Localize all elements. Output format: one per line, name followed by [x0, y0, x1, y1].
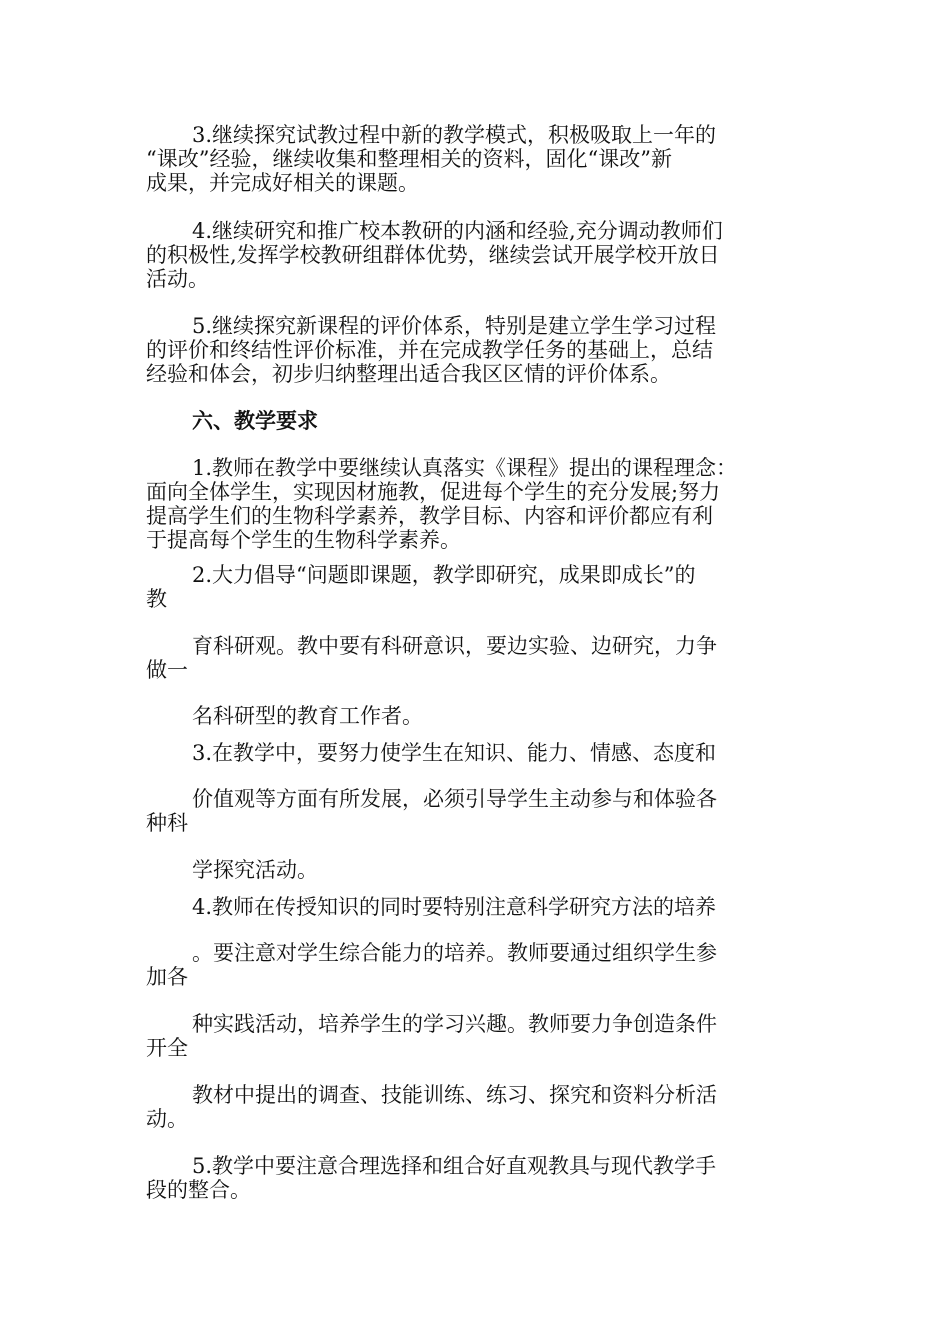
requirement-2	[146, 563, 796, 611]
requirement-3-cont	[146, 787, 796, 835]
requirement-3	[146, 741, 796, 765]
requirement-1	[146, 456, 796, 552]
paragraph-3	[146, 123, 796, 195]
text-line: 做一	[146, 658, 188, 682]
text-line: 开全	[146, 1036, 188, 1060]
text-line: 的评价和终结性评价标准，并在完成教学任务的基础上，总结	[146, 338, 713, 362]
text-line: 育科研观。教中要有科研意识，要边实验、边研究，力争	[192, 634, 717, 658]
requirement-4-cont2	[146, 1012, 796, 1060]
text-line: 4.继续研究和推广校本教研的内涵和经验,充分调动教师们	[192, 219, 723, 243]
section-heading: 六、教学要求	[192, 409, 318, 433]
text-line: 3.继续探究试教过程中新的教学模式，积极吸取上一年的	[192, 123, 717, 147]
text-line: 加各	[146, 965, 188, 989]
text-line: 教材中提出的调查、技能训练、练习、探究和资料分析活	[192, 1083, 717, 1107]
text-line: 1.教师在教学中要继续认真落实《课程》提出的课程理念：	[192, 456, 738, 480]
paragraph-5	[146, 314, 796, 386]
text-line: 动。	[146, 1107, 188, 1131]
text-line: 活动。	[146, 267, 209, 291]
requirement-5	[146, 1154, 796, 1202]
requirement-4-cont	[146, 941, 796, 989]
text-line: 种科	[146, 811, 188, 835]
requirement-2-cont	[146, 634, 796, 682]
text-line: 学探究活动。	[192, 858, 318, 882]
text-line: 段的整合。	[146, 1178, 251, 1202]
text-line: 2.大力倡导“问题即课题，教学即研究，成果即成长”的	[192, 563, 696, 587]
text-line: 种实践活动，培养学生的学习兴趣。教师要力争创造条件	[192, 1012, 717, 1036]
text-line: 4.教师在传授知识的同时要特别注意科学研究方法的培养	[192, 895, 717, 919]
text-line: 5.继续探究新课程的评价体系，特别是建立学生学习过程	[192, 314, 717, 338]
text-line: 的积极性,发挥学校教研组群体优势，继续尝试开展学校开放日	[146, 243, 720, 267]
text-line: 于提高每个学生的生物科学素养。	[146, 528, 461, 552]
text-line: 经验和体会，初步归纳整理出适合我区区情的评价体系。	[146, 362, 671, 386]
text-line: 5.教学中要注意合理选择和组合好直观教具与现代教学手	[192, 1154, 717, 1178]
text-line: 价值观等方面有所发展，必须引导学生主动参与和体验各	[192, 787, 717, 811]
text-line: 教	[146, 587, 167, 611]
text-line: 。要注意对学生综合能力的培养。教师要通过组织学生参	[192, 941, 717, 965]
requirement-2-end	[146, 704, 796, 728]
text-line: 成果，并完成好相关的课题。	[146, 171, 419, 195]
requirement-4-end	[146, 1083, 796, 1131]
requirement-4	[146, 895, 796, 919]
text-line: 3.在教学中，要努力使学生在知识、能力、情感、态度和	[192, 741, 717, 765]
paragraph-4	[146, 219, 796, 291]
text-line: “课改”经验，继续收集和整理相关的资料，固化“课改”新	[146, 147, 672, 171]
requirement-3-end	[146, 858, 796, 882]
text-line: 提高学生们的生物科学素养，教学目标、内容和评价都应有利	[146, 504, 713, 528]
text-line: 面向全体学生，实现因材施教，促进每个学生的充分发展;努力	[146, 480, 721, 504]
text-line: 名科研型的教育工作者。	[192, 704, 423, 728]
